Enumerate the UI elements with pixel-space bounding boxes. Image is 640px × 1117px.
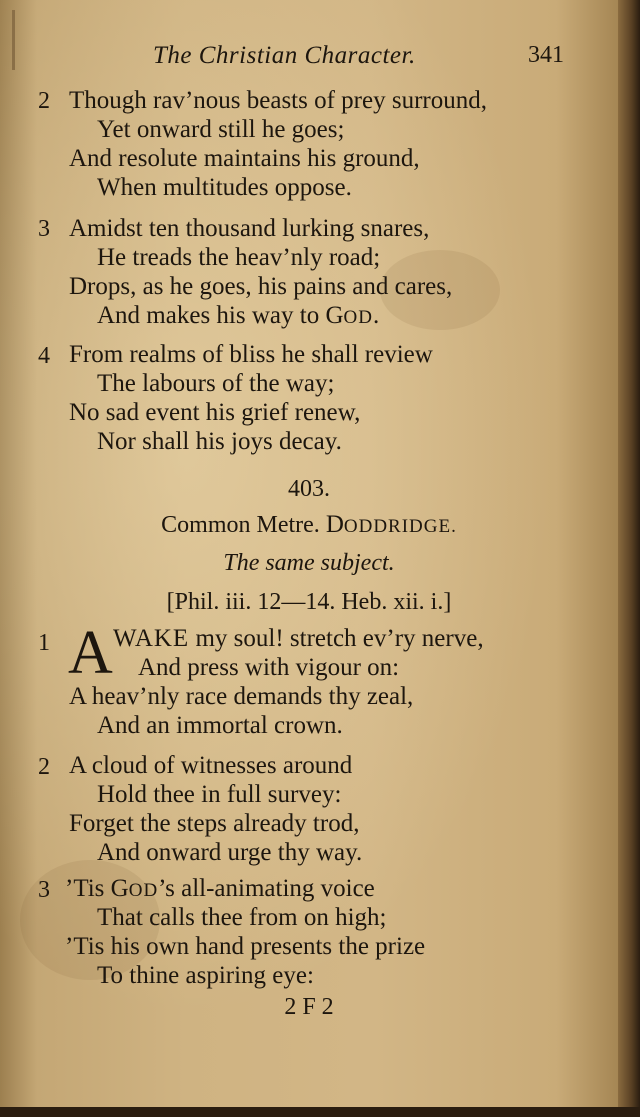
verse-line: A heav’nly race demands thy zeal, bbox=[69, 683, 414, 710]
small-caps-initial: G bbox=[325, 302, 344, 329]
verse-line: Yet onward still he goes; bbox=[97, 116, 345, 143]
verse-line: Though rav’nous beasts of prey surround, bbox=[69, 87, 487, 114]
hymn-metre-author: Common Metre. DODDRIDGE. bbox=[161, 511, 457, 538]
verse-line: ’Tis GOD’s all-animating voice bbox=[65, 875, 375, 902]
verse-number: 3 bbox=[38, 877, 50, 903]
hymn-subject: The same subject. bbox=[223, 550, 395, 576]
verse-line: And makes his way to GOD. bbox=[97, 302, 380, 329]
binding-line bbox=[12, 10, 15, 70]
verse-line: When multitudes oppose. bbox=[97, 174, 352, 201]
verse-number: 2 bbox=[38, 754, 50, 780]
verse-line: No sad event his grief renew, bbox=[69, 399, 361, 426]
drop-cap: A bbox=[68, 619, 113, 687]
hymn-number: 403. bbox=[288, 476, 330, 502]
verse-line: Nor shall his joys decay. bbox=[97, 428, 342, 455]
verse-line: Amidst ten thousand lurking snares, bbox=[69, 215, 430, 242]
verse-number: 3 bbox=[38, 216, 50, 242]
verse-line: The labours of the way; bbox=[97, 370, 335, 397]
verse-line: A cloud of witnesses around bbox=[69, 752, 353, 779]
verse-line: And an immortal crown. bbox=[97, 712, 343, 739]
small-caps-rest: OD bbox=[343, 307, 373, 328]
verse-line: From realms of bliss he shall review bbox=[69, 341, 433, 368]
verse-number: 1 bbox=[38, 630, 50, 656]
verse-line: Drops, as he goes, his pains and cares, bbox=[69, 273, 453, 300]
page-edge bbox=[618, 0, 640, 1117]
verse-line: ’Tis his own hand presents the prize bbox=[65, 933, 426, 960]
verse-line: And resolute maintains his ground, bbox=[69, 145, 420, 172]
verse-number: 2 bbox=[38, 88, 50, 114]
verse-line: WAKE my soul! stretch ev’ry nerve, bbox=[113, 625, 484, 652]
page-bottom-edge bbox=[0, 1107, 640, 1117]
verse-line: And onward urge thy way. bbox=[97, 839, 363, 866]
verse-line: Forget the steps already trod, bbox=[69, 810, 360, 837]
verse-line: To thine aspiring eye: bbox=[97, 962, 314, 989]
verse-line: And press with vigour on: bbox=[138, 654, 400, 681]
verse-line: Hold thee in full survey: bbox=[97, 781, 342, 808]
verse-line: That calls thee from on high; bbox=[97, 904, 387, 931]
running-title: The Christian Character. bbox=[153, 42, 416, 69]
verse-number: 4 bbox=[38, 343, 50, 369]
page-number: 341 bbox=[528, 42, 564, 68]
scripture-reference: [Phil. iii. 12—14. Heb. xii. i.] bbox=[166, 589, 452, 615]
verse-line: He treads the heav’nly road; bbox=[97, 244, 381, 271]
signature-mark: 2 F 2 bbox=[284, 994, 334, 1020]
